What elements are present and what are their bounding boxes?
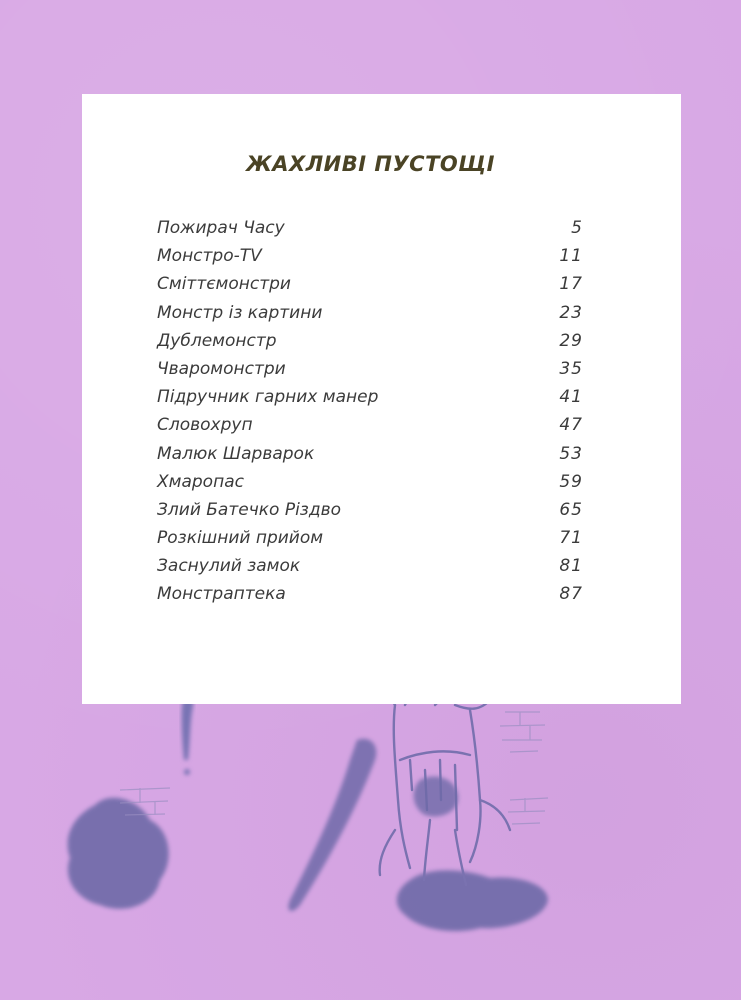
- contents-entry[interactable]: [157, 500, 583, 528]
- entry-label: Сміттємонстри: [157, 274, 291, 295]
- contents-entry[interactable]: [157, 444, 583, 472]
- contents-entry[interactable]: [157, 218, 583, 246]
- contents-list: [157, 218, 583, 613]
- entry-page-number: 35: [559, 358, 583, 379]
- contents-entry[interactable]: [157, 528, 583, 556]
- contents-entry[interactable]: [157, 331, 583, 359]
- entry-page-number: 87: [559, 584, 583, 605]
- entry-page-number: 71: [559, 528, 583, 549]
- contents-entry[interactable]: [157, 274, 583, 302]
- entry-page-number: 65: [559, 499, 583, 520]
- entry-page-number: 53: [559, 443, 583, 464]
- brush-stroke-diagonal: [288, 739, 376, 911]
- entry-page-number: 81: [559, 556, 583, 577]
- contents-entry[interactable]: [157, 303, 583, 331]
- contents-entry[interactable]: [157, 359, 583, 387]
- entry-page-number: 5: [571, 218, 583, 238]
- entry-page-number: 11: [559, 246, 583, 267]
- contents-entry[interactable]: [157, 246, 583, 274]
- entry-label: Монстраптека: [157, 584, 286, 605]
- entry-label: Чваромонстри: [157, 358, 286, 379]
- contents-entry[interactable]: [157, 584, 583, 612]
- entry-label: Монстро-TV: [157, 246, 262, 267]
- entry-page-number: 59: [559, 471, 583, 492]
- entry-label: Монстр із картини: [157, 302, 323, 323]
- entry-label: Злий Батечко Різдво: [157, 499, 342, 520]
- entry-label: Заснулий замок: [157, 556, 301, 577]
- entry-label: Підручник гарних манер: [157, 387, 379, 408]
- entry-page-number: 41: [559, 387, 583, 408]
- brick-sketch-right: [500, 712, 548, 824]
- contents-entry[interactable]: [157, 415, 583, 443]
- entry-page-number: 23: [559, 302, 583, 323]
- entry-page-number: 29: [559, 330, 583, 351]
- contents-entry[interactable]: [157, 387, 583, 415]
- entry-label: Пожирач Часу: [157, 218, 285, 238]
- ink-splash-body: [414, 776, 458, 816]
- contents-entry[interactable]: [157, 472, 583, 500]
- entry-label: Дублемонстр: [157, 330, 277, 351]
- entry-label: Малюк Шарварок: [157, 443, 315, 464]
- entry-label: Словохруп: [157, 415, 253, 436]
- entry-label: Розкішний прийом: [157, 528, 324, 549]
- entry-label: Хмаропас: [157, 471, 244, 492]
- contents-title: ЖАХЛИВІ ПУСТОЩІ: [246, 152, 495, 176]
- ink-puddle-bottom: [397, 870, 548, 931]
- entry-page-number: 47: [559, 415, 583, 436]
- contents-entry[interactable]: [157, 556, 583, 584]
- entry-page-number: 17: [559, 274, 583, 295]
